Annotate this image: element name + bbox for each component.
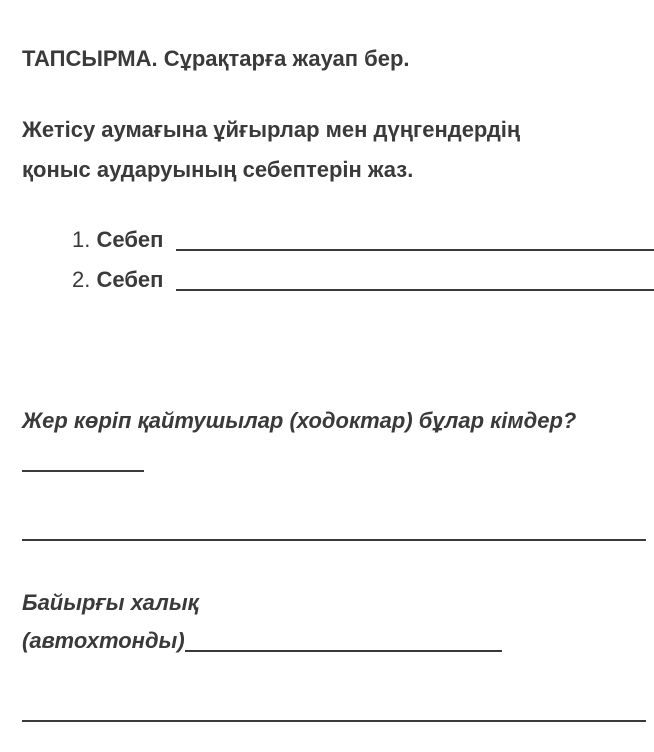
task-title: ТАПСЫРМА. Сұрақтарға жауап бер. (22, 46, 410, 71)
question3-line2: (автохтонды) (22, 628, 185, 653)
question2-text: Жер көріп қайтушылар (ходоктар) бұлар кімдер? (22, 408, 577, 433)
reason-item-number: 2. (72, 267, 91, 292)
question3-line1: Байырғы халық (22, 590, 199, 615)
reason-item-label: Себеп (96, 267, 164, 292)
question1-line1: Жетісу аумағына ұйғырлар мен дүңгендердің (22, 117, 521, 142)
question1-line2: қоныс аударуының себептерін жаз. (22, 157, 414, 182)
question3-answer-line (22, 720, 646, 722)
question2-answer-line (22, 539, 646, 541)
reason-item-number: 1. (72, 227, 91, 252)
question3-inline-answer-line (185, 650, 502, 652)
reason-item-label: Себеп (96, 227, 164, 252)
reason-2-answer-line (176, 289, 654, 291)
reason-1-answer-line (176, 249, 654, 251)
question2-short-answer-line (22, 470, 144, 472)
reason-item-1 (72, 226, 163, 254)
reason-item-2 (72, 266, 163, 294)
